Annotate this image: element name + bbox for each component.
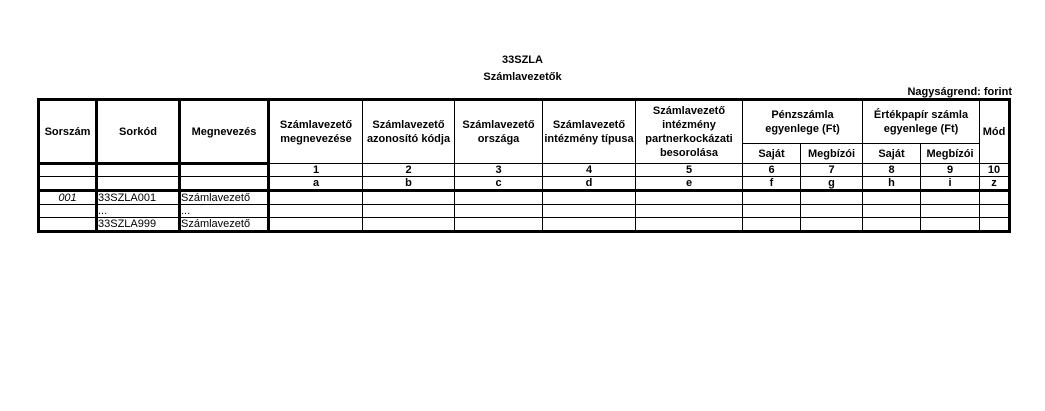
data-cell[interactable] bbox=[363, 191, 455, 205]
col-letter: d bbox=[543, 177, 636, 191]
data-cell[interactable] bbox=[363, 218, 455, 232]
number-row-blank-3 bbox=[180, 164, 269, 177]
row-sorkod: 33SZLA001 bbox=[97, 191, 180, 205]
col-number: 5 bbox=[636, 164, 743, 177]
data-cell[interactable] bbox=[269, 205, 363, 218]
data-cell[interactable] bbox=[921, 218, 980, 232]
row-sorkod: 33SZLA999 bbox=[97, 218, 180, 232]
data-cell[interactable] bbox=[636, 218, 743, 232]
col-letter: f bbox=[743, 177, 801, 191]
accounts-table bbox=[37, 98, 1011, 233]
data-cell[interactable] bbox=[455, 218, 543, 232]
data-cell[interactable] bbox=[863, 191, 921, 205]
data-cell[interactable] bbox=[455, 191, 543, 205]
header-col3: Számlavezető országa bbox=[455, 100, 543, 164]
header-penz-sajat: Saját bbox=[743, 144, 801, 164]
data-cell[interactable] bbox=[743, 205, 801, 218]
data-cell[interactable] bbox=[863, 218, 921, 232]
data-cell[interactable] bbox=[980, 191, 1010, 205]
data-cell[interactable] bbox=[921, 191, 980, 205]
row-megnevezes: Számlavezető bbox=[180, 191, 269, 205]
data-cell[interactable] bbox=[269, 218, 363, 232]
data-cell[interactable] bbox=[636, 191, 743, 205]
col-number: 10 bbox=[980, 164, 1010, 177]
col-letter: i bbox=[921, 177, 980, 191]
header-col2: Számlavezető azonosító kódja bbox=[363, 100, 455, 164]
unit-label: Nagyságrend: forint bbox=[907, 86, 1012, 98]
data-cell[interactable] bbox=[980, 205, 1010, 218]
col-number: 3 bbox=[455, 164, 543, 177]
data-cell[interactable] bbox=[801, 191, 863, 205]
header-megnevezes: Megnevezés bbox=[180, 100, 269, 164]
col-letter: h bbox=[863, 177, 921, 191]
header-col5: Számlavezető intézmény partnerkockázati besorolása bbox=[636, 100, 743, 164]
col-number: 7 bbox=[801, 164, 863, 177]
data-cell[interactable] bbox=[801, 205, 863, 218]
row-sorkod: ... bbox=[97, 205, 180, 218]
row-sorszam bbox=[39, 205, 97, 218]
header-ertekpapir-group: Értékpapír számla egyenlege (Ft) bbox=[863, 100, 980, 144]
col-number: 6 bbox=[743, 164, 801, 177]
col-number: 4 bbox=[543, 164, 636, 177]
row-sorszam bbox=[39, 218, 97, 232]
data-cell[interactable] bbox=[801, 218, 863, 232]
col-letter: b bbox=[363, 177, 455, 191]
report-code: 33SZLA bbox=[502, 54, 543, 66]
number-row-blank-2 bbox=[97, 164, 180, 177]
data-cell[interactable] bbox=[363, 205, 455, 218]
report-title: Számlavezetők bbox=[483, 71, 562, 83]
row-sorszam: 001 bbox=[39, 191, 97, 205]
data-cell[interactable] bbox=[980, 218, 1010, 232]
header-mod: Mód bbox=[980, 100, 1010, 164]
col-letter: e bbox=[636, 177, 743, 191]
letter-row-blank-1 bbox=[39, 177, 97, 191]
letter-row-blank-3 bbox=[180, 177, 269, 191]
data-cell[interactable] bbox=[455, 205, 543, 218]
table-row bbox=[39, 218, 1010, 232]
data-cell[interactable] bbox=[269, 191, 363, 205]
col-letter: g bbox=[801, 177, 863, 191]
data-cell[interactable] bbox=[636, 205, 743, 218]
col-number: 1 bbox=[269, 164, 363, 177]
table-row bbox=[39, 191, 1010, 205]
letter-row-blank-2 bbox=[97, 177, 180, 191]
header-col1: Számlavezető megnevezése bbox=[269, 100, 363, 164]
data-cell[interactable] bbox=[543, 205, 636, 218]
col-number: 8 bbox=[863, 164, 921, 177]
data-cell[interactable] bbox=[543, 218, 636, 232]
col-letter: z bbox=[980, 177, 1010, 191]
table-row bbox=[39, 205, 1010, 218]
data-cell[interactable] bbox=[743, 191, 801, 205]
header-ertek-sajat: Saját bbox=[863, 144, 921, 164]
col-number: 9 bbox=[921, 164, 980, 177]
data-cell[interactable] bbox=[743, 218, 801, 232]
row-megnevezes: Számlavezető bbox=[180, 218, 269, 232]
col-number: 2 bbox=[363, 164, 455, 177]
row-megnevezes: ... bbox=[180, 205, 269, 218]
header-sorkod: Sorkód bbox=[97, 100, 180, 164]
data-cell[interactable] bbox=[863, 205, 921, 218]
header-penz-megbizoi: Megbízói bbox=[801, 144, 863, 164]
number-row-blank-1 bbox=[39, 164, 97, 177]
col-letter: c bbox=[455, 177, 543, 191]
data-cell[interactable] bbox=[543, 191, 636, 205]
header-penzszamla-group: Pénzszámla egyenlege (Ft) bbox=[743, 100, 863, 144]
header-sorszam: Sorszám bbox=[39, 100, 97, 164]
data-cell[interactable] bbox=[921, 205, 980, 218]
header-ertek-megbizoi: Megbízói bbox=[921, 144, 980, 164]
header-col4: Számlavezető intézmény típusa bbox=[543, 100, 636, 164]
col-letter: a bbox=[269, 177, 363, 191]
